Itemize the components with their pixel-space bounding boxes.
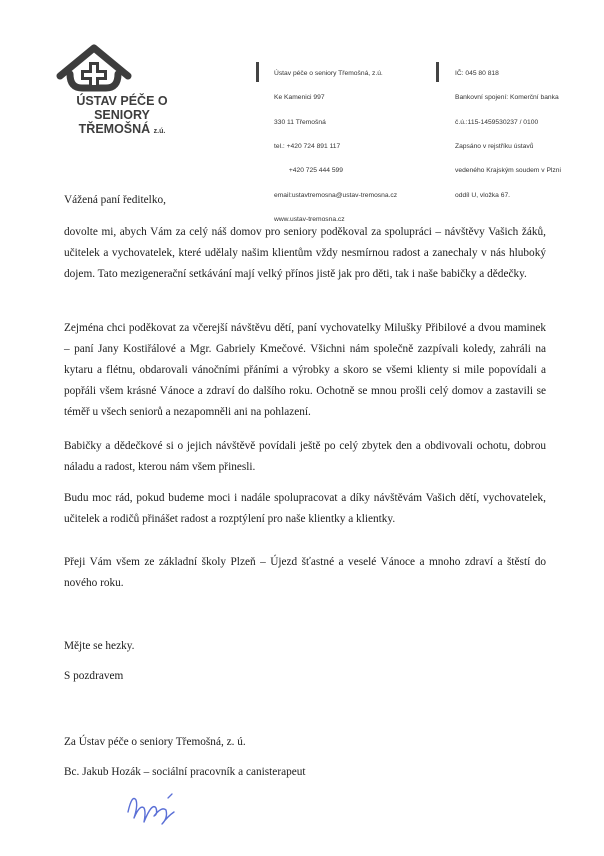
header-contact-line: Ústav péče o seniory Třemošná, z.ú. <box>274 70 383 78</box>
header-bank-line: Zapsáno v rejstříku ústavů <box>455 143 534 151</box>
letter-paragraph: Zejména chci poděkovat za včerejší návštěvu dětí, paní vychovatelky Milušky Přibilové a dvou maminek – paní Jany Kostiřálové a Mgr. Gabriely Kmečové. Všichni nám společně zazpívali koledy, zahráli na kytaru a flétnu, obdarovali vánočními přáními a výrobky a skoro se všemi klienty si mile popovídali a popřáli všem krásné Vánoce a zdraví do dalšího roku. Ochotně se mnou prošli celý domov a zastavili se téměř u všech seniorů a nezapomněli ani na pohlazení. <box>64 322 546 418</box>
header-bank-block <box>455 54 561 208</box>
org-name-line1: ÚSTAV PÉČE O SENIORY <box>76 94 168 122</box>
org-name-line2: TŘEMOŠNÁ <box>78 122 151 136</box>
header-divider <box>256 62 259 82</box>
signature-icon <box>122 788 182 828</box>
letter-wish: Přeji Vám všem ze základní školy Plzeň – Újezd šťastné a veselé Vánoce a mnoho zdraví a štěstí do nového roku. <box>64 556 546 589</box>
letter-paragraph: Babičky a dědečkové si o jejich návštěvě povídali ještě po celý zbytek den a obdivovali ochotu, dobrou náladu a radost, kterou nám všem přinesli. <box>64 440 546 473</box>
header-bank-line: vedeného Krajským soudem v Plzni <box>455 167 561 175</box>
letter-paragraph: Budu moc rád, pokud budeme moci i nadále spolupracovat a díky návštěvám Vašich dětí, vychovatelek, učitelek a rodičů přinášet radost a rozptýlení pro naše klientky a klientky. <box>64 492 546 525</box>
header-contact-email: email:ustavtremosna@ustav-tremosna.cz <box>274 191 398 199</box>
header-bank-line: č.ú.:115-1459530237 / 0100 <box>455 118 539 126</box>
letter-signoff-name: Bc. Jakub Hozák – sociální pracovník a canisterapeut <box>64 766 306 778</box>
org-name <box>52 94 192 139</box>
logo-house-cross-icon <box>52 44 136 94</box>
header-contact-line: 330 11 Třemošná <box>274 118 326 126</box>
org-name-line2-row <box>52 122 192 139</box>
header-contact-line: Ke Kamenici 997 <box>274 94 325 102</box>
header-bank-line: Bankovní spojení: Komerční banka <box>455 94 559 102</box>
header-contact-web: www.ustav-tremosna.cz <box>274 215 345 223</box>
header-divider <box>436 62 439 82</box>
letter-closing: Mějte se hezky. <box>64 640 135 652</box>
letter-paragraph: dovolte mi, abych Vám za celý náš domov pro seniory poděkoval za spolupráci – návštěvy Vašich žáků, učitelek a vychovatelek, které udělaly našim klientům vždy nesmírnou radost a zanechaly v nás hluboký dojem. Tato mezigenerační setkávání mají velký přínos jistě jak pro děti, tak i naše babičky a dědečky. <box>64 226 546 280</box>
header-contact-line: +420 725 444 599 <box>274 167 343 175</box>
letter-signoff-org: Za Ústav péče o seniory Třemošná, z. ú. <box>64 736 246 748</box>
header-bank-line: IČ: 045 80 818 <box>455 70 499 78</box>
letter-salutation: Vážená paní ředitelko, <box>64 194 166 206</box>
org-name-suffix: z.ú. <box>153 128 166 135</box>
header-contact-line: tel.: +420 724 891 117 <box>274 143 341 151</box>
letter-closing-regards: S pozdravem <box>64 670 124 682</box>
header-bank-line: oddíl U, vložka 67. <box>455 191 511 199</box>
